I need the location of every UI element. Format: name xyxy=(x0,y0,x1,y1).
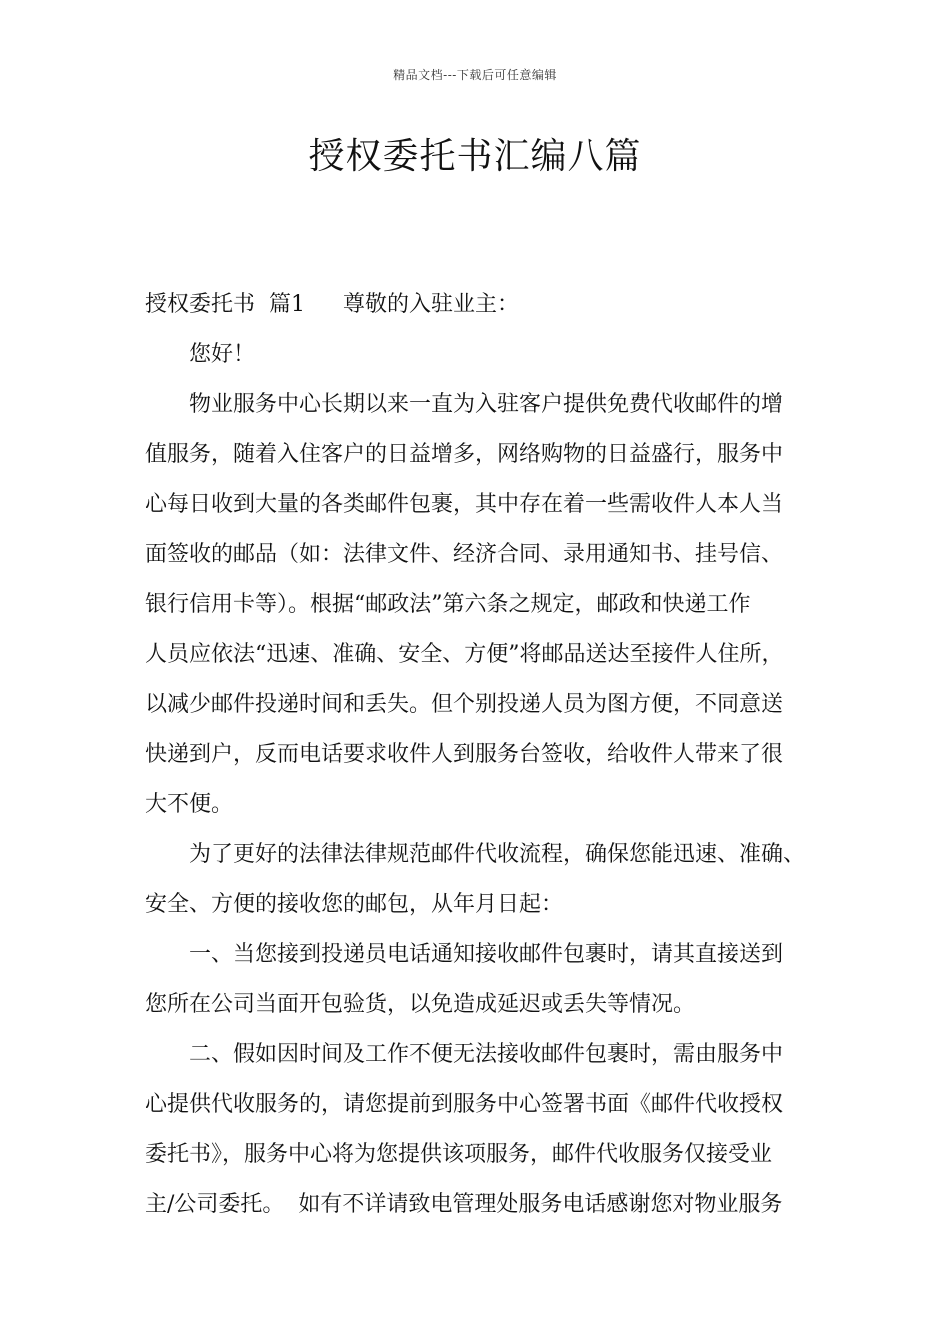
document-body xyxy=(145,280,815,1230)
section-label: 授权委托书 xyxy=(145,292,256,317)
paragraph-line: 安全、方便的接收您的邮包，从年月日起： xyxy=(145,892,564,917)
paragraph-line: 您所在公司当面开包验货，以免造成延迟或丢失等情况。 xyxy=(145,992,696,1017)
paragraph-line: 以减少邮件投递时间和丢失。但个别投递人员为图方便，不同意送 xyxy=(145,692,784,717)
document-title: 授权委托书汇编八篇 xyxy=(308,136,642,177)
paragraph-line: 二、假如因时间及工作不便无法接收邮件包裹时，需由服务中 xyxy=(189,1042,784,1067)
paragraph-line: 人员应依法“迅速、准确、安全、方便”将邮品送达至接件人住所， xyxy=(145,642,784,667)
paragraph-line: 银行信用卡等）。根据“邮政法”第六条之规定，邮政和快递工作 xyxy=(145,592,751,617)
paragraph-line: 大不便。 xyxy=(145,792,234,817)
paragraph-line: 物业服务中心长期以来一直为入驻客户提供免费代收邮件的增 xyxy=(189,392,784,417)
section-number: 篇1 xyxy=(269,292,306,317)
paragraph-line: 心每日收到大量的各类邮件包裹，其中存在着一些需收件人本人当 xyxy=(145,492,784,517)
paragraph-line: 委托书》，服务中心将为您提供该项服务，邮件代收服务仅接受业 xyxy=(145,1142,773,1167)
paragraph-line: 为了更好的法律法律规范邮件代收流程，确保您能迅速、准确、 xyxy=(189,842,806,867)
paragraph-line: 面签收的邮品（如：法律文件、经济合同、录用通知书、挂号信、 xyxy=(145,542,784,567)
paragraph-line: 心提供代收服务的，请您提前到服务中心签署书面《邮件代收授权 xyxy=(145,1092,784,1117)
paragraph-line: 快递到户，反而电话要求收件人到服务台签收，给收件人带来了很 xyxy=(145,742,784,767)
page-header: 精品文档---下载后可任意编辑 xyxy=(393,68,557,82)
paragraph-fragment: 主/公司委托。 xyxy=(145,1192,285,1217)
greeting: 尊敬的入驻业主： xyxy=(343,292,520,317)
salutation: 您好！ xyxy=(189,342,256,367)
paragraph-line-last xyxy=(145,1180,815,1230)
paragraph-fragment: 如有不详请致电管理处服务电话感谢您对物业服务 xyxy=(298,1192,783,1217)
paragraph-line: 一、当您接到投递员电话通知接收邮件包裹时，请其直接送到 xyxy=(189,942,784,967)
section-heading-line xyxy=(145,280,815,330)
paragraph-line: 值服务，随着入住客户的日益增多，网络购物的日益盛行，服务中 xyxy=(145,442,784,467)
